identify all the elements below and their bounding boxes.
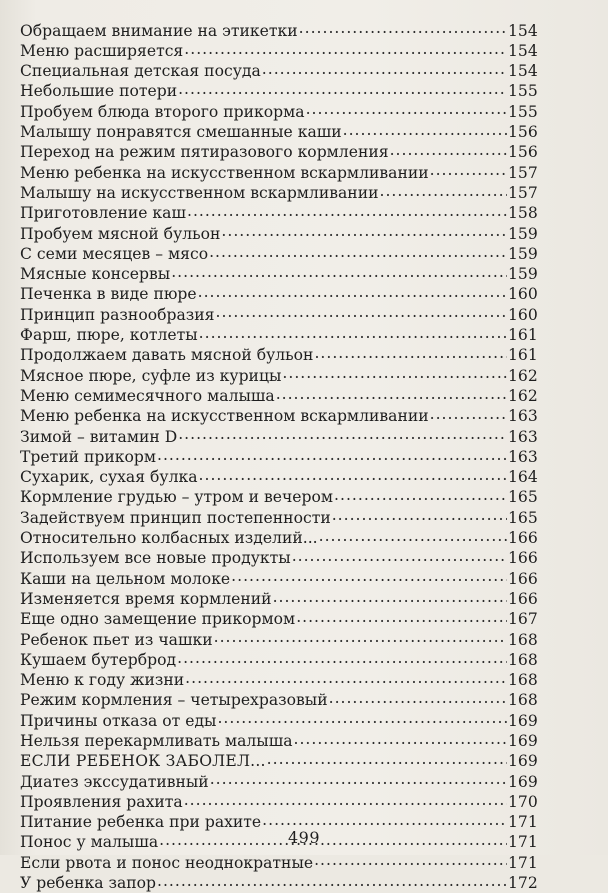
dot-leader [319,527,507,543]
dot-leader [273,588,507,604]
toc-entry [20,182,536,202]
toc-entry-title: Задействуем принцип постепенности [20,508,331,527]
toc-entry-page: 162 [508,386,538,405]
toc-entry-title: Кормление грудью – утром и вечером [20,488,334,507]
toc-entry [20,710,536,730]
toc-entry [20,852,536,872]
dot-leader [216,304,508,320]
dot-leader [334,487,507,503]
toc-entry-page: 163 [508,407,538,426]
dot-leader [294,730,508,746]
toc-entry-page: 169 [508,752,538,771]
dot-leader [430,406,507,422]
dot-leader [299,20,507,36]
dot-leader [199,467,507,483]
dot-leader [171,264,507,280]
toc-entry-page: 161 [508,346,538,365]
toc-entry-page: 170 [508,792,538,811]
toc-entry-page: 161 [508,326,538,345]
dot-leader [187,203,507,219]
toc-entry-title: Меню семимесячного малыша [20,386,275,405]
toc-entry [20,284,536,304]
toc-entry-page: 168 [508,691,538,710]
dot-leader [178,81,507,97]
toc-entry [20,791,536,811]
toc-entry-page: 162 [508,366,538,385]
toc-entry [20,690,536,710]
dot-leader [296,609,507,625]
toc-entry-title: Пробуем блюда второго прикорма [20,102,305,121]
toc-entry [20,649,536,669]
toc-entry [20,203,536,223]
toc-entry-page: 164 [508,468,538,487]
toc-entry-title: Понос у малыша [20,833,159,852]
toc-entry-title: Используем все новые продукты [20,549,291,568]
toc-entry-title: Продолжаем давать мясной бульон [20,346,314,365]
toc-entry-page: 156 [508,143,538,162]
dot-leader [262,61,507,77]
toc-entry-title: Переход на режим пятиразового кормления [20,143,389,162]
toc-entry [20,162,536,182]
toc-entry-title: У ребенка запор [20,874,157,893]
toc-entry-title: ЕСЛИ РЕБЕНОК ЗАБОЛЕЛ... [20,752,266,771]
toc-entry-title: Каши на цельном молоке [20,569,231,588]
toc-entry [20,771,536,791]
toc-entry-title: Малышу на искусственном вскармливании [20,183,379,202]
toc-entry-page: 155 [508,82,538,101]
toc-entry-title: Кушаем бутерброд [20,650,177,669]
toc-entry-title: Диатез экссудативный [20,772,209,791]
toc-entry-page: 165 [508,488,538,507]
toc-entry-page: 167 [508,610,538,629]
toc-entry [20,446,536,466]
toc-entry-page: 158 [508,204,538,223]
dot-leader [157,446,507,462]
toc-entry-page: 157 [508,163,538,182]
toc-entry [20,81,536,101]
toc-entry-page: 169 [508,711,538,730]
toc-entry [20,588,536,608]
dot-leader [430,162,507,178]
dot-leader [231,568,507,584]
toc-entry-title: Пробуем мясной бульон [20,224,221,243]
toc-entry-page: 168 [508,671,538,690]
dot-leader [276,385,507,401]
toc-entry-title: Питание ребенка при рахите [20,813,262,832]
toc-entry-title: Сухарик, сухая булка [20,468,198,487]
toc-entry-page: 160 [508,285,538,304]
toc-entry-title: Меню ребенка на искусственном вскармливании [20,163,429,182]
toc-entry-title: Приготовление каш [20,204,186,223]
toc-entry [20,487,536,507]
toc-entry [20,264,536,284]
dot-leader [178,426,507,442]
toc-entry-title: Если рвота и понос неоднократные [20,853,314,872]
toc-entry [20,385,536,405]
toc-entry [20,406,536,426]
toc-entry-page: 159 [508,244,538,263]
toc-entry [20,730,536,750]
dot-leader [221,223,507,239]
dot-leader [282,365,507,381]
toc-entry-page: 163 [508,427,538,446]
toc-entry [20,101,536,121]
toc-entry-title: Мясные консервы [20,265,171,284]
toc-entry-page: 154 [508,41,538,60]
toc-entry-page: 169 [508,731,538,750]
toc-entry [20,670,536,690]
toc-entry-title: Третий прикорм [20,447,156,466]
toc-entry-page: 168 [508,650,538,669]
toc-entry-title: Режим кормления – четырехразовый [20,691,328,710]
page-number: 499 [287,828,321,847]
toc-entry [20,507,536,527]
toc-entry-page: 154 [508,62,538,81]
toc-entry-page: 155 [508,102,538,121]
dot-leader [209,243,507,259]
toc-entry-page: 171 [508,853,538,872]
table-of-contents [20,20,536,893]
toc-entry-title: С семи месяцев – мясо [20,244,209,263]
toc-entry-page: 166 [508,589,538,608]
toc-entry-page: 157 [508,183,538,202]
dot-leader [390,142,507,158]
toc-entry-page: 159 [508,265,538,284]
toc-entry [20,568,536,588]
dot-leader [292,548,507,564]
toc-entry-title: Изменяется время кормлений [20,589,272,608]
toc-entry [20,324,536,344]
toc-entry [20,629,536,649]
dot-leader [185,670,507,686]
dot-leader [314,345,507,361]
dot-leader [329,690,507,706]
dot-leader [184,40,507,56]
dot-leader [262,812,507,828]
toc-entry [20,223,536,243]
toc-entry-page: 165 [508,508,538,527]
toc-entry-title: Ребенок пьет из чашки [20,630,213,649]
dot-leader [199,324,507,340]
toc-entry-title: Причины отказа от еды [20,711,217,730]
dot-leader [184,791,507,807]
dot-leader [210,771,507,787]
dot-leader [177,649,507,665]
toc-entry [20,467,536,487]
dot-leader [306,101,507,117]
toc-entry [20,527,536,547]
toc-entry-title: Принцип разнообразия [20,305,215,324]
toc-entry-title: Специальная детская посуда [20,62,261,81]
toc-entry-page: 154 [508,21,538,40]
toc-entry-title: Малышу понравятся смешанные каши [20,123,342,142]
dot-leader [198,284,507,300]
toc-entry [20,426,536,446]
toc-entry-title: Зимой – витамин D [20,427,178,446]
toc-entry-title: Фарш, пюре, котлеты [20,326,198,345]
toc-entry-title: Проявления рахита [20,792,183,811]
toc-entry [20,20,536,40]
toc-entry-page: 156 [508,123,538,142]
toc-entry-page: 171 [508,833,538,852]
toc-entry [20,609,536,629]
dot-leader [214,629,507,645]
toc-entry-title: Нельзя перекармливать малыша [20,731,293,750]
dot-leader [267,751,507,767]
toc-entry-title: Обращаем внимание на этикетки [20,21,298,40]
toc-entry [20,142,536,162]
toc-entry-title: Печенка в виде пюре [20,285,197,304]
toc-entry-title: Мясное пюре, суфле из курицы [20,366,282,385]
toc-entry-page: 163 [508,447,538,466]
dot-leader [332,507,507,523]
toc-entry-page: 172 [508,874,538,893]
toc-entry-page: 166 [508,549,538,568]
toc-entry-page: 160 [508,305,538,324]
toc-entry [20,40,536,60]
toc-entry [20,61,536,81]
toc-entry [20,243,536,263]
dot-leader [380,182,508,198]
toc-entry-page: 168 [508,630,538,649]
toc-entry-title: Еще одно замещение прикормом [20,610,296,629]
toc-entry-page: 166 [508,569,538,588]
toc-entry-page: 159 [508,224,538,243]
toc-entry-page: 171 [508,813,538,832]
toc-entry-page: 166 [508,529,538,548]
dot-leader [157,872,507,888]
toc-entry-title: Меню расширяется [20,41,184,60]
dot-leader [343,121,507,137]
toc-entry-title: Небольшие потери [20,82,178,101]
toc-entry-title: Меню к году жизни [20,671,185,690]
toc-entry [20,345,536,365]
dot-leader [217,710,507,726]
toc-entry [20,872,536,892]
toc-entry [20,548,536,568]
toc-entry [20,751,536,771]
toc-entry-title: Меню ребенка на искусственном вскармливании [20,407,429,426]
toc-entry-title: Относительно колбасных изделий... [20,529,318,548]
toc-entry [20,304,536,324]
toc-entry [20,121,536,141]
toc-entry-page: 169 [508,772,538,791]
toc-entry [20,365,536,385]
